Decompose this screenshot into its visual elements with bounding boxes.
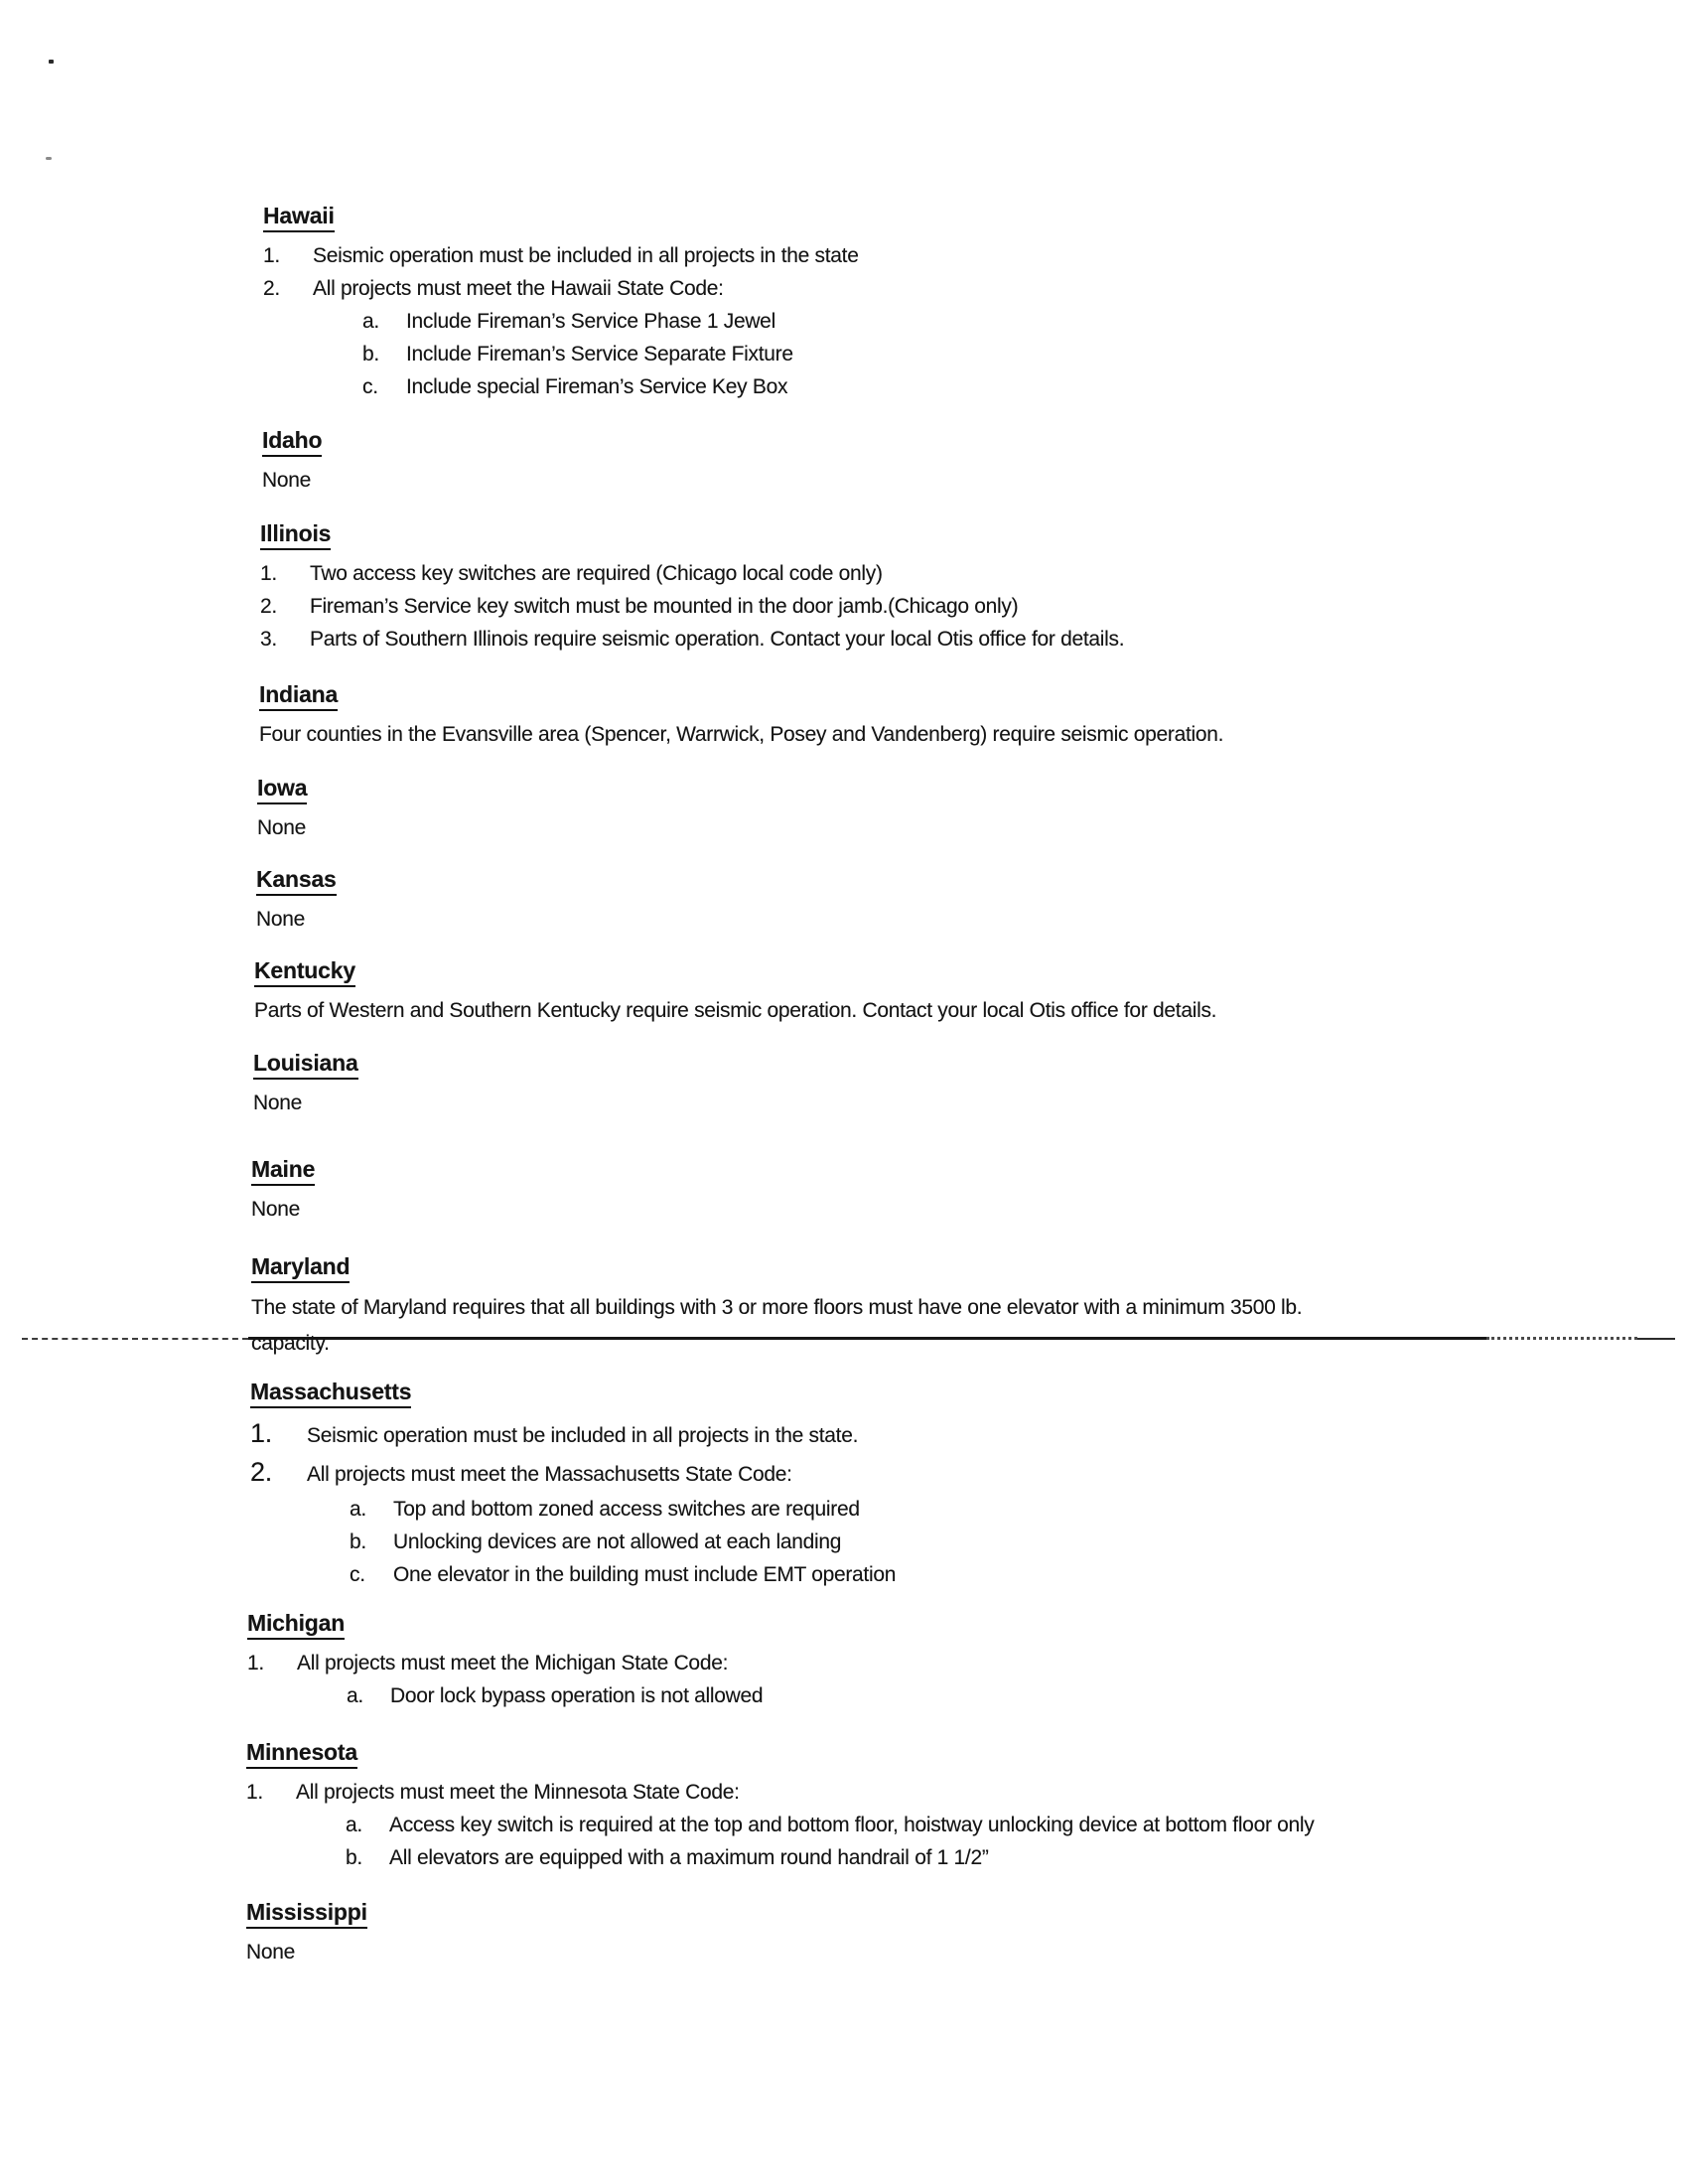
- state-section-louisiana: [253, 1050, 358, 1119]
- lettered-item: [250, 1493, 896, 1526]
- state-heading: [247, 1610, 763, 1640]
- state-heading: [263, 203, 859, 232]
- item-label: b.: [362, 343, 379, 365]
- state-section-michigan: [247, 1610, 763, 1712]
- page-break-line-dotted-right: [1486, 1337, 1637, 1340]
- state-heading: [253, 1050, 358, 1080]
- section-paragraph: [256, 903, 337, 936]
- item-label: a.: [346, 1814, 362, 1836]
- page-break-line-tail: [1637, 1338, 1675, 1340]
- state-heading: [257, 775, 307, 804]
- scan-speck-icon: [46, 157, 52, 160]
- item-text: Include Fireman’s Service Separate Fixture: [406, 343, 793, 365]
- page-break-line-solid: [248, 1337, 1486, 1340]
- section-paragraph: [262, 464, 322, 497]
- state-heading: [251, 1156, 315, 1186]
- state-heading: [259, 681, 1223, 711]
- state-section-maine: [251, 1156, 315, 1226]
- state-heading: [246, 1899, 367, 1929]
- item-label: b.: [346, 1846, 362, 1869]
- lettered-item: [247, 1679, 763, 1712]
- lettered-item: [263, 370, 859, 403]
- item-text: All projects must meet the Hawaii State Code:: [313, 277, 724, 300]
- state-section-massachusetts: [250, 1379, 896, 1591]
- state-section-kentucky: [254, 957, 1216, 1027]
- state-section-indiana: [259, 681, 1223, 751]
- lettered-item: [246, 1809, 1315, 1841]
- paragraph-line: Four counties in the Evansville area (Spencer, Warrwick, Posey and Vandenberg) require seismic operation.: [259, 723, 1224, 746]
- item-label: 2.: [260, 595, 277, 618]
- item-label: 3.: [260, 628, 277, 651]
- paragraph-line: None: [251, 1198, 301, 1221]
- numbered-item: [263, 272, 859, 305]
- item-label: 1.: [263, 244, 280, 267]
- state-heading: [262, 427, 322, 457]
- state-heading: [251, 1253, 1302, 1283]
- item-label: 1.: [247, 1652, 264, 1674]
- state-name: Maine: [251, 1156, 315, 1186]
- section-paragraph: [253, 1087, 358, 1119]
- item-text: Door lock bypass operation is not allowed: [390, 1684, 764, 1707]
- item-text: Seismic operation must be included in all projects in the state: [313, 244, 859, 267]
- state-section-mississippi: [246, 1899, 367, 1968]
- numbered-item: [250, 1415, 896, 1454]
- state-name: Mississippi: [246, 1899, 367, 1929]
- section-paragraph: [259, 718, 1223, 751]
- lettered-item: [263, 305, 859, 338]
- state-heading: [260, 520, 1124, 550]
- item-text: One elevator in the building must include EMT operation: [393, 1563, 897, 1586]
- state-name: Louisiana: [253, 1050, 358, 1080]
- state-name: Iowa: [257, 775, 307, 804]
- lettered-item: [250, 1526, 896, 1558]
- state-section-illinois: [260, 520, 1124, 655]
- state-heading: [246, 1739, 1315, 1769]
- paragraph-line: None: [257, 816, 307, 839]
- lettered-item: [263, 338, 859, 370]
- numbered-item: [246, 1776, 1315, 1809]
- section-paragraph: [246, 1936, 367, 1968]
- paragraph-line: None: [246, 1941, 296, 1964]
- item-label: c.: [362, 375, 378, 398]
- item-label: 1.: [260, 562, 277, 585]
- lettered-item: [246, 1841, 1315, 1874]
- state-name: Massachusetts: [250, 1379, 411, 1408]
- state-name: Maryland: [251, 1253, 350, 1283]
- item-text: Parts of Southern Illinois require seismic operation. Contact your local Otis office for details.: [310, 628, 1125, 651]
- paragraph-line: None: [253, 1092, 303, 1114]
- paragraph-line: None: [262, 469, 312, 492]
- state-section-iowa: [257, 775, 307, 844]
- item-text: All projects must meet the Minnesota State Code:: [296, 1781, 740, 1804]
- state-section-hawaii: [263, 203, 859, 403]
- section-paragraph: [254, 994, 1216, 1027]
- scan-speck-icon: [49, 60, 54, 64]
- numbered-item: [260, 557, 1124, 590]
- item-text: Fireman’s Service key switch must be mounted in the door jamb.(Chicago only): [310, 595, 1019, 618]
- item-text: Seismic operation must be included in all projects in the state.: [307, 1424, 859, 1447]
- item-label: a.: [350, 1498, 366, 1521]
- page-break-line-dashed-left: [22, 1338, 248, 1340]
- state-name: Kentucky: [254, 957, 355, 987]
- section-paragraph: [251, 1290, 1302, 1362]
- state-section-kansas: [256, 866, 337, 936]
- paragraph-line: Parts of Western and Southern Kentucky require seismic operation. Contact your local Otis office for details.: [254, 999, 1217, 1022]
- paragraph-line: capacity.: [251, 1332, 330, 1355]
- numbered-item: [260, 590, 1124, 623]
- item-label: 1.: [246, 1781, 263, 1804]
- state-section-idaho: [262, 427, 322, 497]
- state-name: Hawaii: [263, 203, 335, 232]
- lettered-item: [250, 1558, 896, 1591]
- state-heading: [250, 1379, 896, 1408]
- state-name: Michigan: [247, 1610, 345, 1640]
- item-text: Access key switch is required at the top and bottom floor, hoistway unlocking device at bottom floor only: [389, 1814, 1315, 1836]
- state-name: Illinois: [260, 520, 331, 550]
- item-text: Top and bottom zoned access switches are required: [393, 1498, 860, 1521]
- state-name: Kansas: [256, 866, 337, 896]
- item-text: Unlocking devices are not allowed at each landing: [393, 1530, 842, 1553]
- item-text: All projects must meet the Michigan State Code:: [297, 1652, 729, 1674]
- item-label: a.: [347, 1684, 363, 1707]
- item-text: Two access key switches are required (Chicago local code only): [310, 562, 883, 585]
- item-text: All elevators are equipped with a maximum round handrail of 1 1/2”: [389, 1846, 989, 1869]
- section-paragraph: [251, 1193, 315, 1226]
- item-text: Include Fireman’s Service Phase 1 Jewel: [406, 310, 775, 333]
- paragraph-line: None: [256, 908, 306, 931]
- paragraph-line: The state of Maryland requires that all buildings with 3 or more floors must have one elevator with a minimum 3500 lb.: [251, 1296, 1303, 1319]
- item-label: 1.: [250, 1418, 272, 1448]
- item-label: c.: [350, 1563, 365, 1586]
- numbered-item: [247, 1647, 763, 1679]
- state-heading: [254, 957, 1216, 987]
- item-text: All projects must meet the Massachusetts State Code:: [307, 1463, 792, 1486]
- item-label: 2.: [263, 277, 280, 300]
- numbered-item: [260, 623, 1124, 655]
- state-name: Minnesota: [246, 1739, 357, 1769]
- state-section-minnesota: [246, 1739, 1315, 1874]
- state-heading: [256, 866, 337, 896]
- item-label: 2.: [250, 1457, 272, 1487]
- state-section-maryland: [251, 1253, 1302, 1362]
- state-name: Indiana: [259, 681, 338, 711]
- item-text: Include special Fireman’s Service Key Box: [406, 375, 788, 398]
- item-label: b.: [350, 1530, 366, 1553]
- numbered-item: [263, 239, 859, 272]
- item-label: a.: [362, 310, 379, 333]
- state-name: Idaho: [262, 427, 322, 457]
- section-paragraph: [257, 811, 307, 844]
- numbered-item: [250, 1454, 896, 1493]
